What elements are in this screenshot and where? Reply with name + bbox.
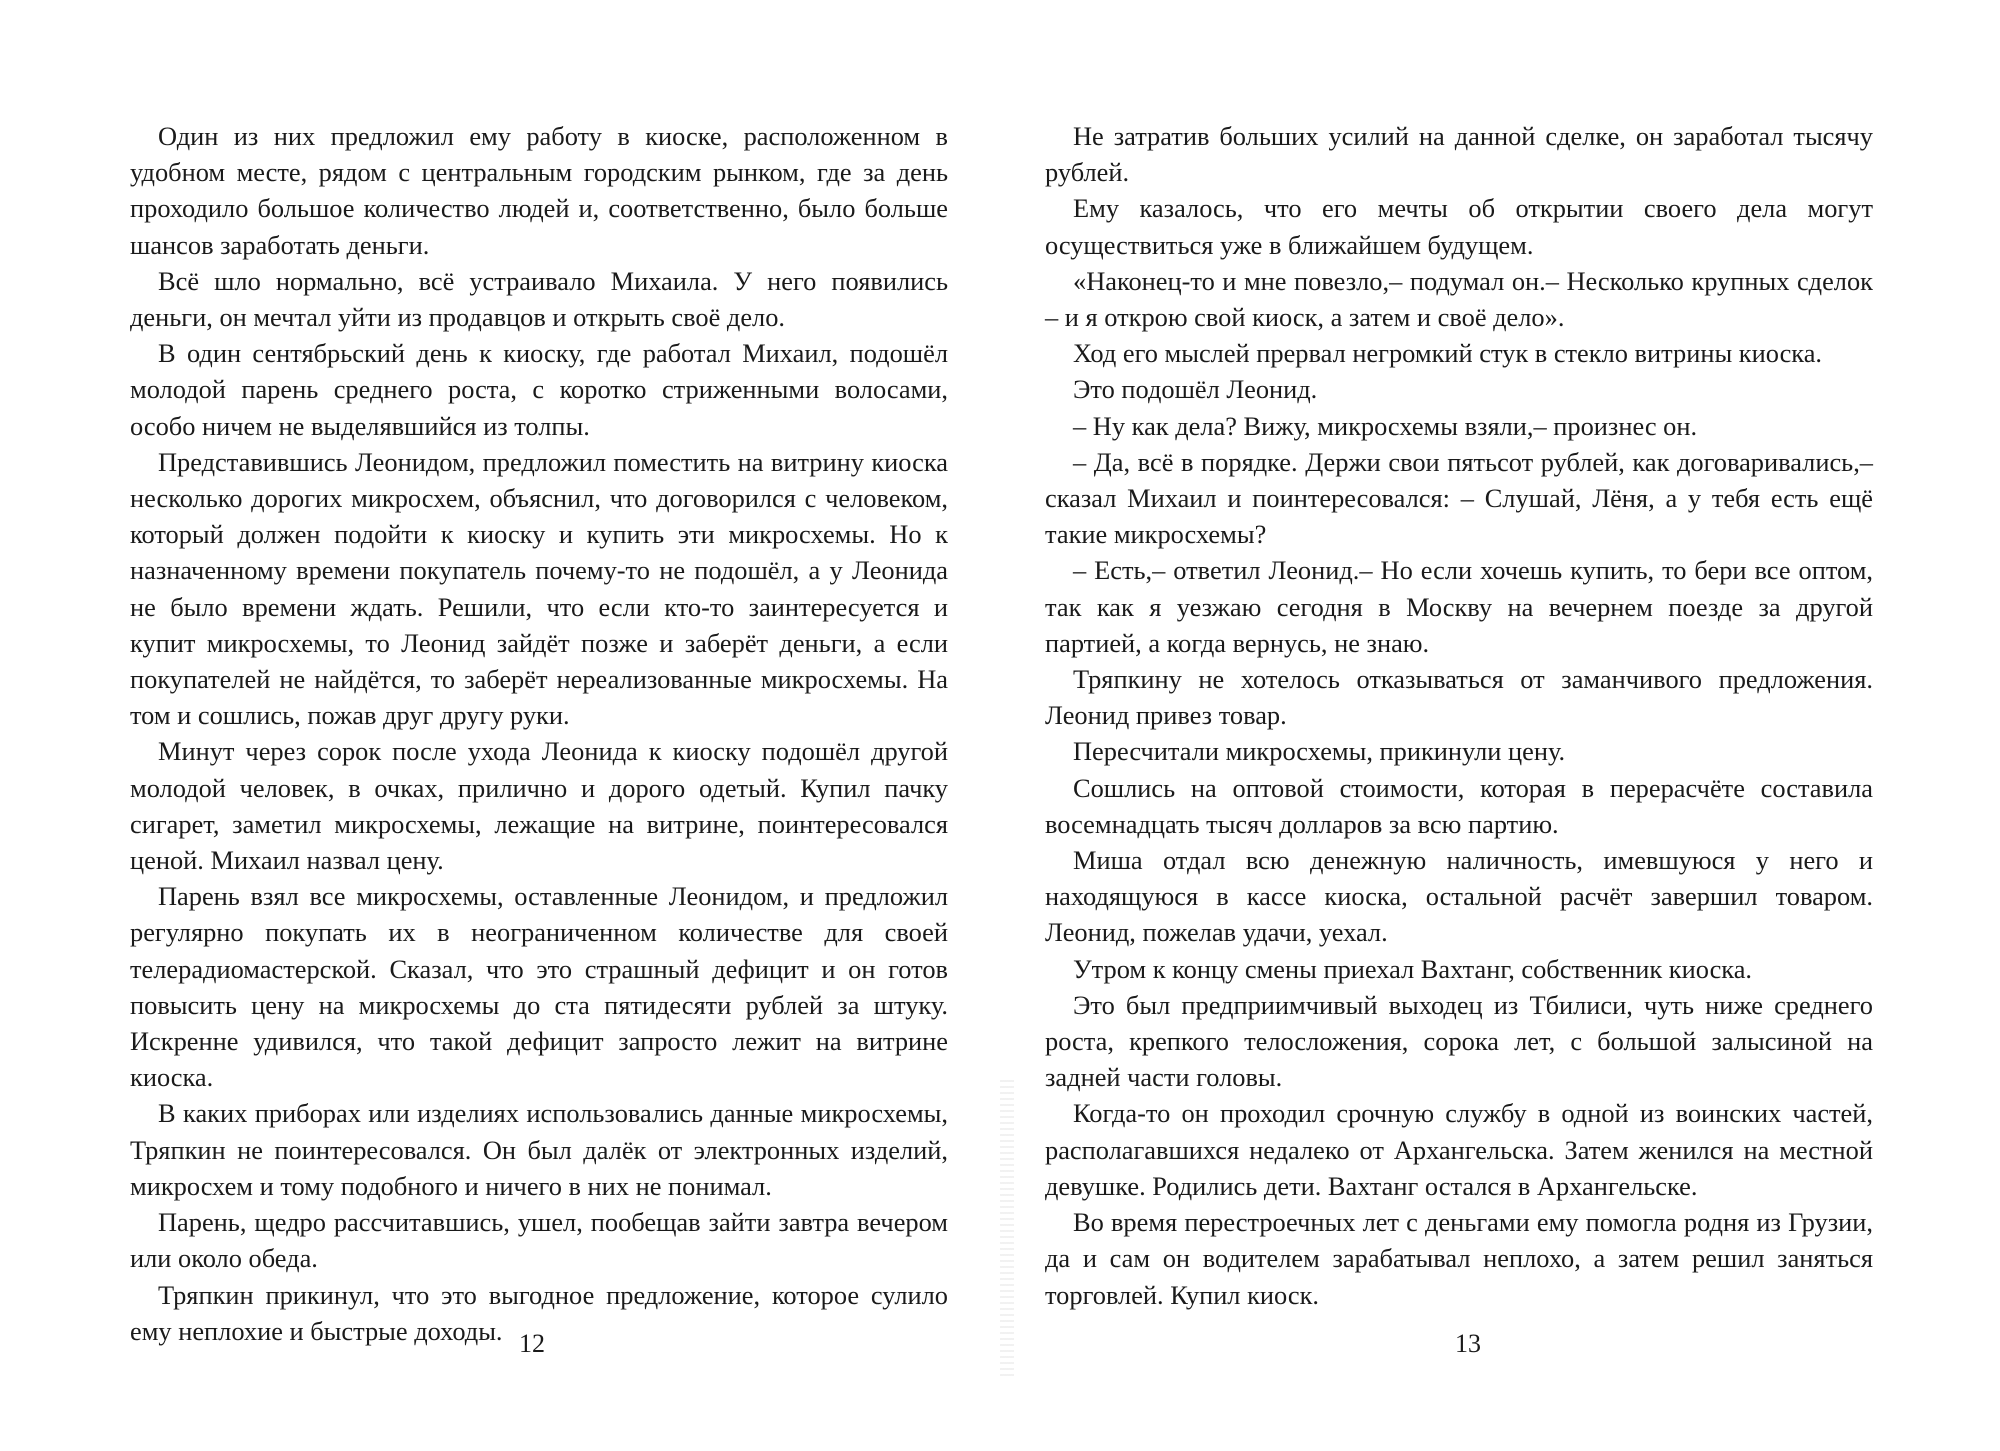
paragraph: Это подошёл Леонид. <box>1073 374 1318 405</box>
paragraph: Миша отдал всю денежную наличность, имевшуюся у него и находящуюся в кассе киоска, остальной расчёт завершил товаром. Леонид, пожелав удачи, уехал. <box>1045 845 1873 948</box>
paragraph: Представившись Леонидом, предложил поместить на витрину киоска несколько дорогих микросхем, объяснил, что договорился с человеком, который должен подойти к киоску и купить эти микросхемы. Но к назначенному времени покупатель почему-то не подошёл, а у Леонида не было времени ждать. Решили, что если кто-то заинтересуется и купит микросхемы, то Леонид зайдёт позже и заберёт деньги, а если покупателей не найдётся, то заберёт нереализованные микросхемы. На том и сошлись, пожав друг другу руки. <box>130 446 948 731</box>
paragraph: Утром к концу смены приехал Вахтанг, собственник киоска. <box>1073 953 1753 984</box>
page-gutter <box>1000 1080 1014 1380</box>
page-number-right: 13 <box>1455 1329 1481 1358</box>
paragraph: Сошлись на оптовой стоимости, которая в перерасчёте составила восемнадцать тысяч долларов за всю партию. <box>1045 772 1873 839</box>
right-page <box>1045 118 1873 1318</box>
paragraph: Тряпкину не хотелось отказываться от заманчивого предложения. Леонид привез товар. <box>1045 664 1873 731</box>
paragraph: Минут через сорок после ухода Леонида к киоску подошёл другой молодой человек, в очках, прилично и дорого одетый. Купил пачку сигарет, заметил микросхемы, лежащие на витрине, поинтересовался ценой. Михаил назвал цену. <box>130 736 948 876</box>
paragraph: В один сентябрьский день к киоску, где работал Михаил, подошёл молодой парень среднего роста, с коротко стриженными волосами, особо ничем не выделявшийся из толпы. <box>130 338 948 441</box>
paragraph: Парень, щедро рассчитавшись, ушел, пообещав зайти завтра вечером или около обеда. <box>130 1207 948 1274</box>
paragraph: – Ну как дела? Вижу, микросхемы взяли,– произнес он. <box>1073 410 1698 441</box>
paragraph: В каких приборах или изделиях использовались данные микросхемы, Тряпкин не поинтересовался. Он был далёк от электронных изделий, микросхем и тому подобного и ничего в них не понимал. <box>130 1098 948 1201</box>
paragraph: Ход его мыслей прервал негромкий стук в стекло витрины киоска. <box>1073 338 1823 369</box>
paragraph: – Есть,– ответил Леонид.– Но если хочешь купить, то бери все оптом, так как я уезжаю сегодня в Москву на вечернем поезде за другой партией, а когда вернусь, не знаю. <box>1045 555 1873 658</box>
paragraph: Не затратив больших усилий на данной сделке, он заработал тысячу рублей. <box>1045 121 1873 188</box>
page-number-left: 12 <box>519 1329 545 1358</box>
paragraph: Один из них предложил ему работу в киоске, расположенном в удобном месте, рядом с центральным городским рынком, где за день проходило большое количество людей и, соответственно, было больше шансов заработать деньги. <box>130 121 948 260</box>
paragraph: Ему казалось, что его мечты об открытии своего дела могут осуществиться уже в ближайшем будущем. <box>1045 193 1873 260</box>
paragraph: Во время перестроечных лет с деньгами ему помогла родня из Грузии, да и сам он водителем зарабатывал неплохо, а затем решил заняться торговлей. Купил киоск. <box>1045 1207 1873 1310</box>
paragraph: – Да, всё в порядке. Держи свои пятьсот рублей, как договаривались,– сказал Михаил и поинтересовался: – Слушай, Лёня, а у тебя есть ещё такие микросхемы? <box>1045 446 1873 550</box>
paragraph: Всё шло нормально, всё устраивало Михаила. У него появились деньги, он мечтал уйти из продавцов и открыть своё дело. <box>130 265 948 333</box>
paragraph: Это был предприимчивый выходец из Тбилиси, чуть ниже среднего роста, крепкого телосложения, сорока лет, с большой залысиной на задней части головы. <box>1045 989 1873 1093</box>
paragraph: Когда-то он проходил срочную службу в одной из воинских частей, располагавшихся недалеко от Архангельска. Затем женился на местной девушке. Родились дети. Вахтанг остался в Архангельске. <box>1045 1098 1873 1201</box>
paragraph: Тряпкин прикинул, что это выгодное предложение, которое сулило ему неплохие и быстрые доходы. <box>130 1279 948 1346</box>
paragraph: Пересчитали микросхемы, прикинули цену. <box>1073 736 1566 767</box>
paragraph: «Наконец-то и мне повезло,– подумал он.– Несколько крупных сделок – и я открою свой киоск, а затем и своё дело». <box>1045 265 1873 333</box>
paragraph: Парень взял все микросхемы, оставленные Леонидом, и предложил регулярно покупать их в неограниченном количестве для своей телерадиомастерской. Сказал, что это страшный дефицит и он готов повысить цену на микросхемы до ста пятидесяти рублей за штуку. Искренне удивился, что такой дефицит запросто лежит на витрине киоска. <box>130 881 948 1093</box>
